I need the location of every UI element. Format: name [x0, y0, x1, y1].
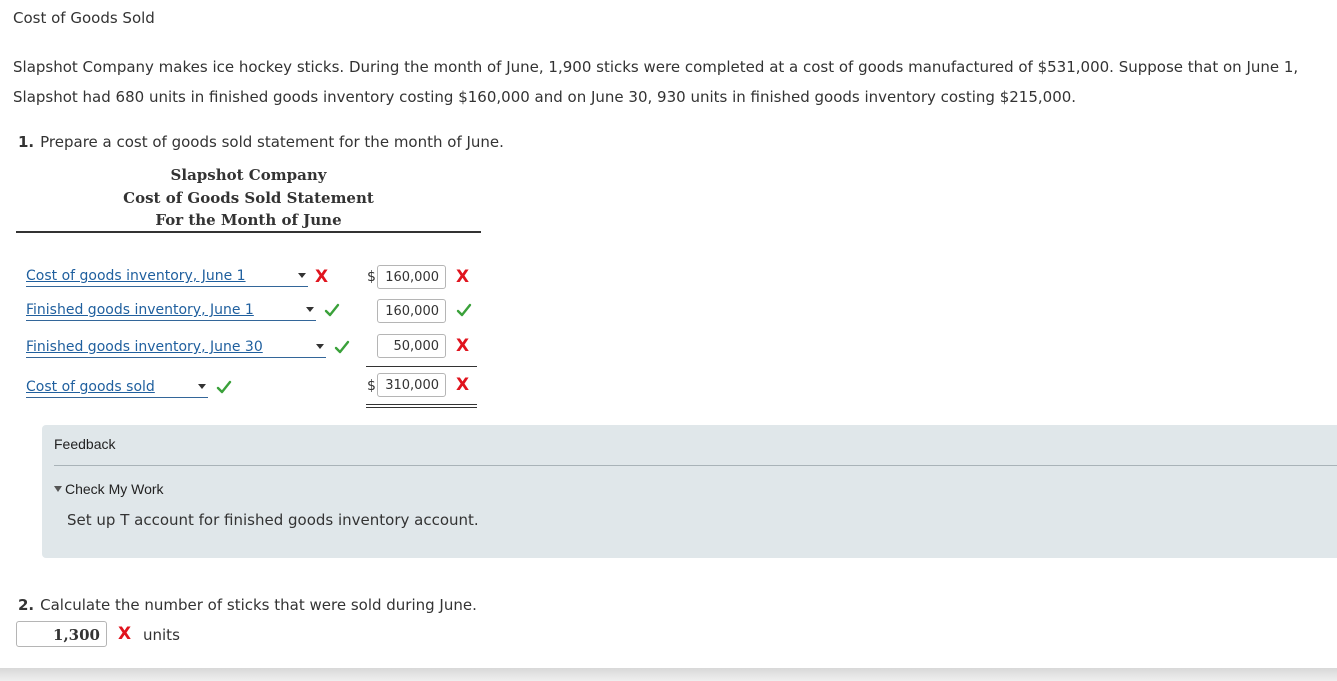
total-double-rule-bottom — [366, 407, 477, 408]
question-1 — [18, 133, 504, 151]
question-1-text: Prepare a cost of goods sold statement for the month of June. — [40, 133, 504, 151]
row-3-account-dropdown[interactable] — [26, 337, 326, 358]
check-my-work-label: Check My Work — [65, 481, 164, 497]
page-title: Cost of Goods Sold — [13, 9, 155, 27]
row-3-amount-incorrect-icon: X — [456, 336, 470, 356]
chevron-down-icon — [298, 273, 306, 278]
feedback-label: Feedback — [54, 436, 116, 452]
row-4-currency: $ — [367, 378, 376, 394]
row-3-label-check-icon — [334, 339, 350, 359]
row-1-amount-input[interactable]: 160,000 — [377, 265, 446, 289]
statement-title: Cost of Goods Sold Statement — [123, 189, 374, 207]
question-2 — [18, 596, 477, 614]
subtotal-rule — [366, 366, 477, 367]
question-1-number: 1. — [18, 133, 35, 151]
chevron-down-icon — [316, 344, 324, 349]
feedback-hint: Set up T account for finished goods inventory account. — [67, 511, 479, 529]
row-2-label-check-icon — [324, 302, 340, 322]
row-1-label-incorrect-icon: X — [315, 267, 329, 287]
row-2-amount-check-icon — [456, 302, 472, 322]
total-double-rule-top — [366, 404, 477, 405]
statement-header-rule — [16, 231, 481, 233]
sticks-sold-input[interactable]: 1,300 — [16, 621, 107, 647]
check-my-work-toggle[interactable] — [54, 481, 164, 497]
feedback-panel — [42, 425, 1337, 558]
statement-period: For the Month of June — [155, 211, 342, 229]
row-4-account-dropdown[interactable] — [26, 377, 208, 398]
row-3-amount-input[interactable]: 50,000 — [377, 334, 446, 358]
row-1-account-dropdown[interactable] — [26, 266, 308, 287]
row-1-currency: $ — [367, 269, 376, 285]
row-4-account-label: Cost of goods sold — [26, 379, 155, 395]
row-1-amount-incorrect-icon: X — [456, 267, 470, 287]
triangle-down-icon — [54, 486, 62, 492]
bottom-scroll-edge — [0, 668, 1337, 681]
row-2-account-label: Finished goods inventory, June 1 — [26, 302, 254, 318]
row-2-account-dropdown[interactable] — [26, 300, 316, 321]
chevron-down-icon — [198, 384, 206, 389]
row-1-account-label: Cost of goods inventory, June 1 — [26, 268, 246, 284]
units-label: units — [143, 626, 180, 644]
question-2-incorrect-icon: X — [118, 624, 132, 644]
row-2-amount-input[interactable]: 160,000 — [377, 299, 446, 323]
question-2-text: Calculate the number of sticks that were sold during June. — [40, 596, 477, 614]
row-4-label-check-icon — [216, 379, 232, 399]
row-4-amount-incorrect-icon: X — [456, 375, 470, 395]
row-4-amount-input[interactable]: 310,000 — [377, 373, 446, 397]
question-2-number: 2. — [18, 596, 35, 614]
feedback-divider — [54, 465, 1337, 466]
problem-description: Slapshot Company makes ice hockey sticks. During the month of June, 1,900 sticks were completed at a cost of goods manufactured of $531,000. Suppose that on June 1, Slapshot had 680 units in finished goods inventory costing $160,000 and on June 30, 930 units in finished goods inventory costing $215,000. — [13, 58, 1299, 106]
statement-company: Slapshot Company — [170, 166, 327, 184]
chevron-down-icon — [306, 307, 314, 312]
row-3-account-label: Finished goods inventory, June 30 — [26, 339, 263, 355]
